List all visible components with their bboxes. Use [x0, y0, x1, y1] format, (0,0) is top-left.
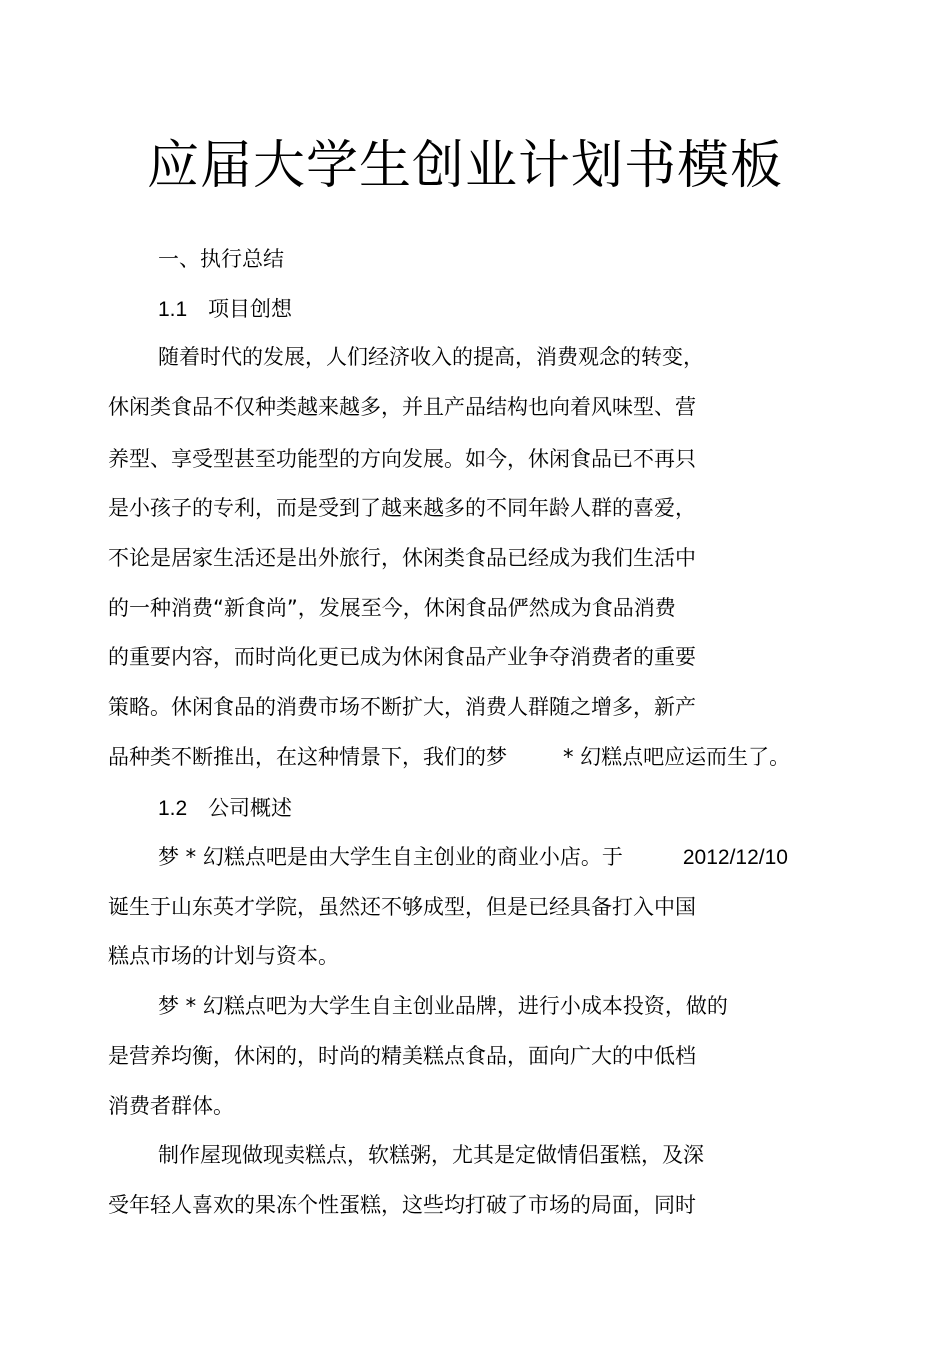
- paragraph-line: 休闲类食品不仅种类越来越多，并且产品结构也向着风味型、营: [108, 395, 696, 419]
- paragraph-line: 是营养均衡，休闲的，时尚的精美糕点食品，面向广大的中低档: [108, 1044, 696, 1068]
- paragraph-line: [158, 842, 788, 873]
- subsection-heading-1-2: [158, 793, 292, 824]
- paragraph-line: 随着时代的发展，人们经济收入的提高，消费观念的转变，: [158, 345, 704, 369]
- paragraph-line: 受年轻人喜欢的果冻个性蛋糕，这些均打破了市场的局面，同时: [108, 1193, 696, 1217]
- paragraph-line: 诞生于山东英才学院，虽然还不够成型，但是已经具备打入中国: [108, 895, 696, 919]
- paragraph-line: 是小孩子的专利，而是受到了越来越多的不同年龄人群的喜爱，: [108, 496, 696, 520]
- paragraph-line: 消费者群体。: [108, 1094, 234, 1118]
- document-title: 应届大学生创业计划书模板: [146, 136, 783, 196]
- paragraph-line: 梦 * 幻糕点吧为大学生自主创业品牌，进行小成本投资，做的: [158, 994, 728, 1018]
- subsection-title: 项目创想: [208, 297, 292, 321]
- paragraph-line-left: 品种类不断推出，在这种情景下，我们的梦: [108, 745, 507, 769]
- subsection-heading-1-1: [158, 294, 292, 325]
- paragraph-line: 制作屋现做现卖糕点，软糕粥，尤其是定做情侣蛋糕，及深: [158, 1143, 704, 1167]
- paragraph-line: 养型、享受型甚至功能型的方向发展。如今，休闲食品已不再只: [108, 447, 696, 471]
- paragraph-line: 策略。休闲食品的消费市场不断扩大，消费人群随之增多，新产: [108, 695, 696, 719]
- paragraph-line-left: 梦 * 幻糕点吧是由大学生自主创业的商业小店。于: [158, 845, 623, 869]
- section-heading-executive-summary: 一、执行总结: [158, 247, 284, 271]
- subsection-number: 1.1: [158, 298, 188, 321]
- paragraph-line: 不论是居家生活还是出外旅行，休闲类食品已经成为我们生活中: [108, 546, 696, 570]
- paragraph-line: 的一种消费“新食尚”，发展至今，休闲食品俨然成为食品消费: [108, 596, 676, 620]
- paragraph-line: 的重要内容，而时尚化更已成为休闲食品产业争夺消费者的重要: [108, 645, 696, 669]
- founding-date: 2012/12/10: [682, 846, 788, 869]
- subsection-title: 公司概述: [208, 796, 292, 820]
- paragraph-line: [108, 742, 790, 772]
- subsection-number: 1.2: [158, 797, 188, 820]
- paragraph-line-right: * 幻糕点吧应运而生了。: [563, 745, 791, 769]
- paragraph-line: 糕点市场的计划与资本。: [108, 944, 339, 968]
